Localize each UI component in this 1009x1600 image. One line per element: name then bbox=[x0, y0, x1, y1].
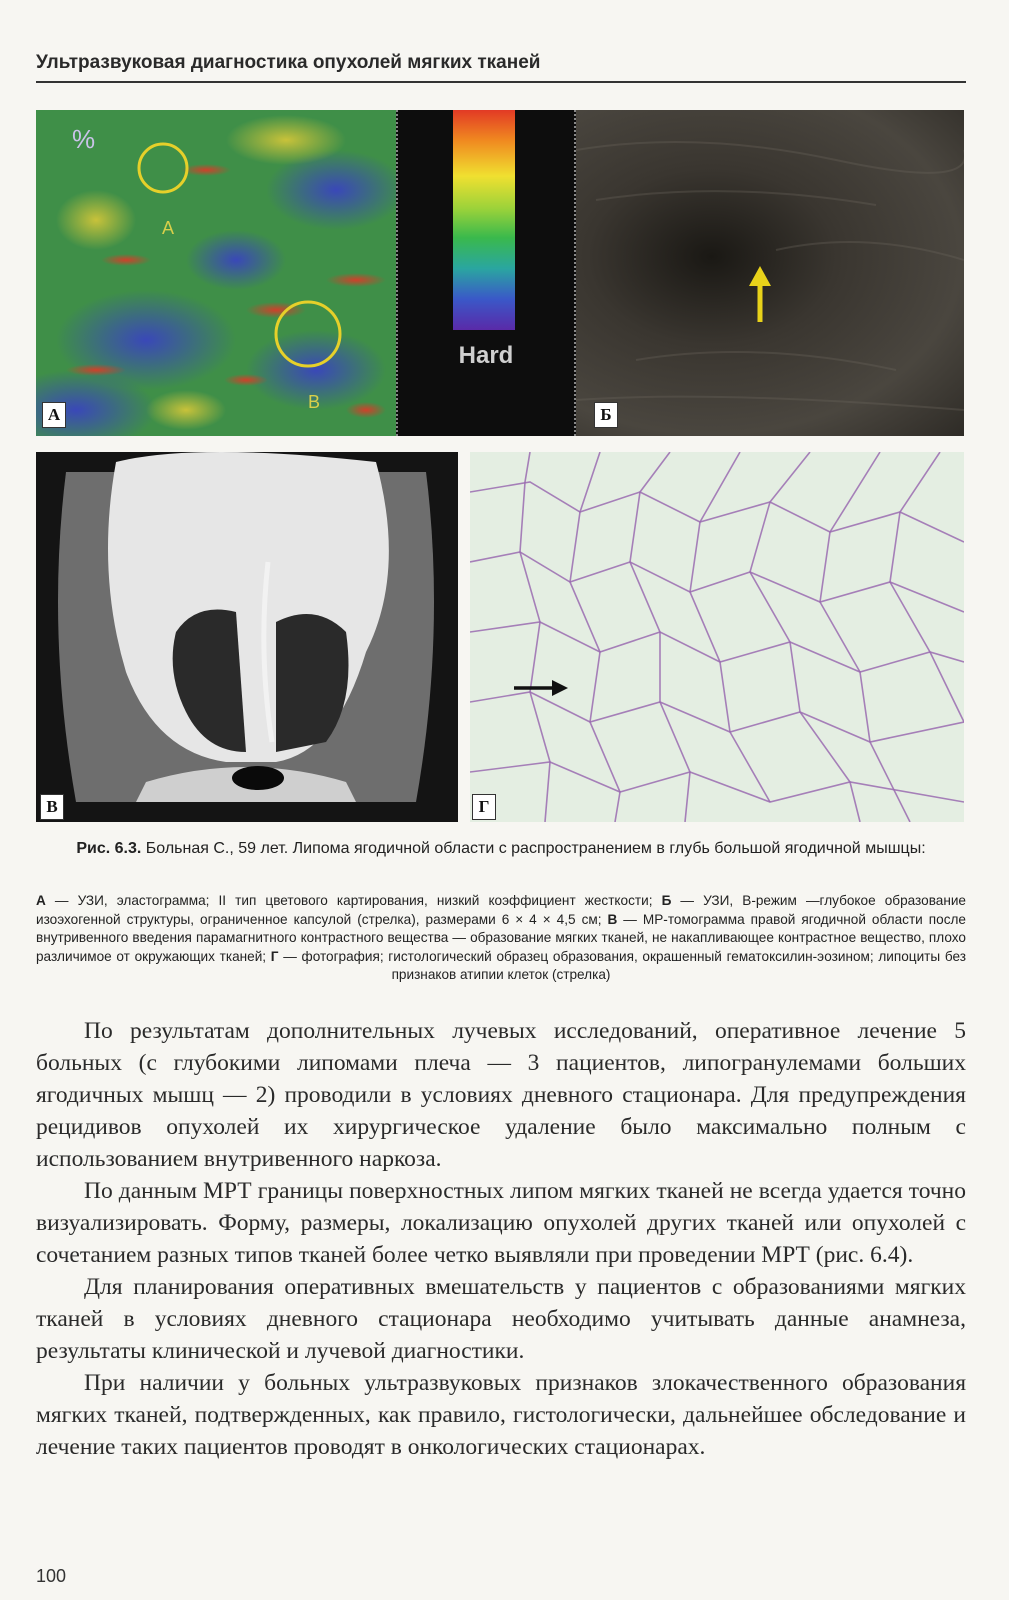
figure-number: Рис. 6.3. bbox=[76, 840, 142, 857]
arrow-icon bbox=[749, 266, 771, 322]
adipocyte-texture bbox=[470, 452, 964, 822]
legend-text-b: — УЗИ, В-режим —глубокое образование изоэхогенной структуры, ограниченное капсулой (стрелка), размерами 6 × 4 × 4,5 см; bbox=[36, 893, 966, 927]
elasticity-color-bar bbox=[453, 110, 515, 330]
legend-key-a: А bbox=[36, 893, 46, 908]
paragraph: По данным МРТ границы поверхностных липом мягких тканей не всегда удается точно визуализировать. Форму, размеры, локализацию опухолей других тканей или опухолей с сочетанием разных типов тканей более четко выявляли при проведении МРТ (рис. 6.4). bbox=[36, 1178, 966, 1268]
histology-image bbox=[470, 452, 964, 822]
percent-label: % bbox=[72, 124, 96, 154]
scale-divider-left bbox=[396, 110, 400, 436]
panel-label-a: А bbox=[42, 402, 66, 428]
running-title: Ультразвуковая диагностика опухолей мягких тканей bbox=[36, 52, 541, 73]
elasticity-scale bbox=[396, 110, 576, 436]
legend-text-a: — УЗИ, эластограмма; II тип цветового картирования, низкий коэффициент жесткости; bbox=[45, 893, 662, 908]
figure-caption-title bbox=[36, 838, 966, 860]
roi-b-label: B bbox=[308, 392, 321, 412]
ultrasound-texture bbox=[576, 110, 964, 436]
b-mode-ultrasound-image bbox=[576, 110, 964, 436]
mri-texture bbox=[36, 452, 458, 822]
roi-a-label: A bbox=[162, 218, 175, 238]
legend-key-v: В bbox=[607, 911, 618, 927]
mri-image bbox=[36, 452, 458, 822]
panel-label-g: Г bbox=[472, 794, 496, 820]
hard-scale-label: Hard bbox=[458, 342, 514, 369]
figure-title: Больная С., 59 лет. Липома ягодичной области с распространением в глубь большой ягодичной мышцы: bbox=[145, 840, 926, 857]
legend-key-g: Г bbox=[270, 948, 279, 964]
page-number: 100 bbox=[36, 1566, 67, 1586]
panel-label-b: Б bbox=[594, 402, 618, 428]
header-rule bbox=[36, 81, 966, 83]
figure-legend bbox=[36, 892, 966, 985]
paragraph: При наличии у больных ультразвуковых признаков злокачественного образования мягких тканей, подтвержденных, как правило, гистологически, дальнейшее обследование и лечение таких пациентов проводят в онкологических стационарах. bbox=[36, 1370, 966, 1460]
body-text bbox=[36, 1015, 966, 1463]
panel-label-v: В bbox=[40, 794, 64, 820]
paragraph: По результатам дополнительных лучевых исследований, оперативное лечение 5 больных (с глубокими липомами плеча — 3 пациентов, липогранулемами больших ягодичных мышц — 2) проводили в условиях дневного стационара. Для предупреждения рецидивов опухолей их хирургическое удаление было максимально полным с использованием внутривенного наркоза. bbox=[36, 1018, 966, 1172]
elastogram-texture bbox=[36, 110, 396, 436]
legend-text-g: — фотография; гистологический образец образования, окрашенный гематоксилин-эозином; липоциты без признаков атипии клеток (стрелка) bbox=[278, 948, 966, 983]
paragraph: Для планирования оперативных вмешательств у пациентов с образованиями мягких тканей в условиях дневного стационара необходимо учитывать данные анамнеза, результаты клинической и лучевой диагностики. bbox=[36, 1274, 966, 1364]
legend-text-v: — МР-томограмма правой ягодичной области после внутривенного введения парамагнитного контрастного вещества — образование мягких тканей, не накапливающее контрастное вещество, плохо различимое от окружающих тканей; bbox=[36, 911, 966, 964]
legend-key-b: Б bbox=[661, 893, 672, 908]
elastogram-image bbox=[36, 110, 396, 436]
